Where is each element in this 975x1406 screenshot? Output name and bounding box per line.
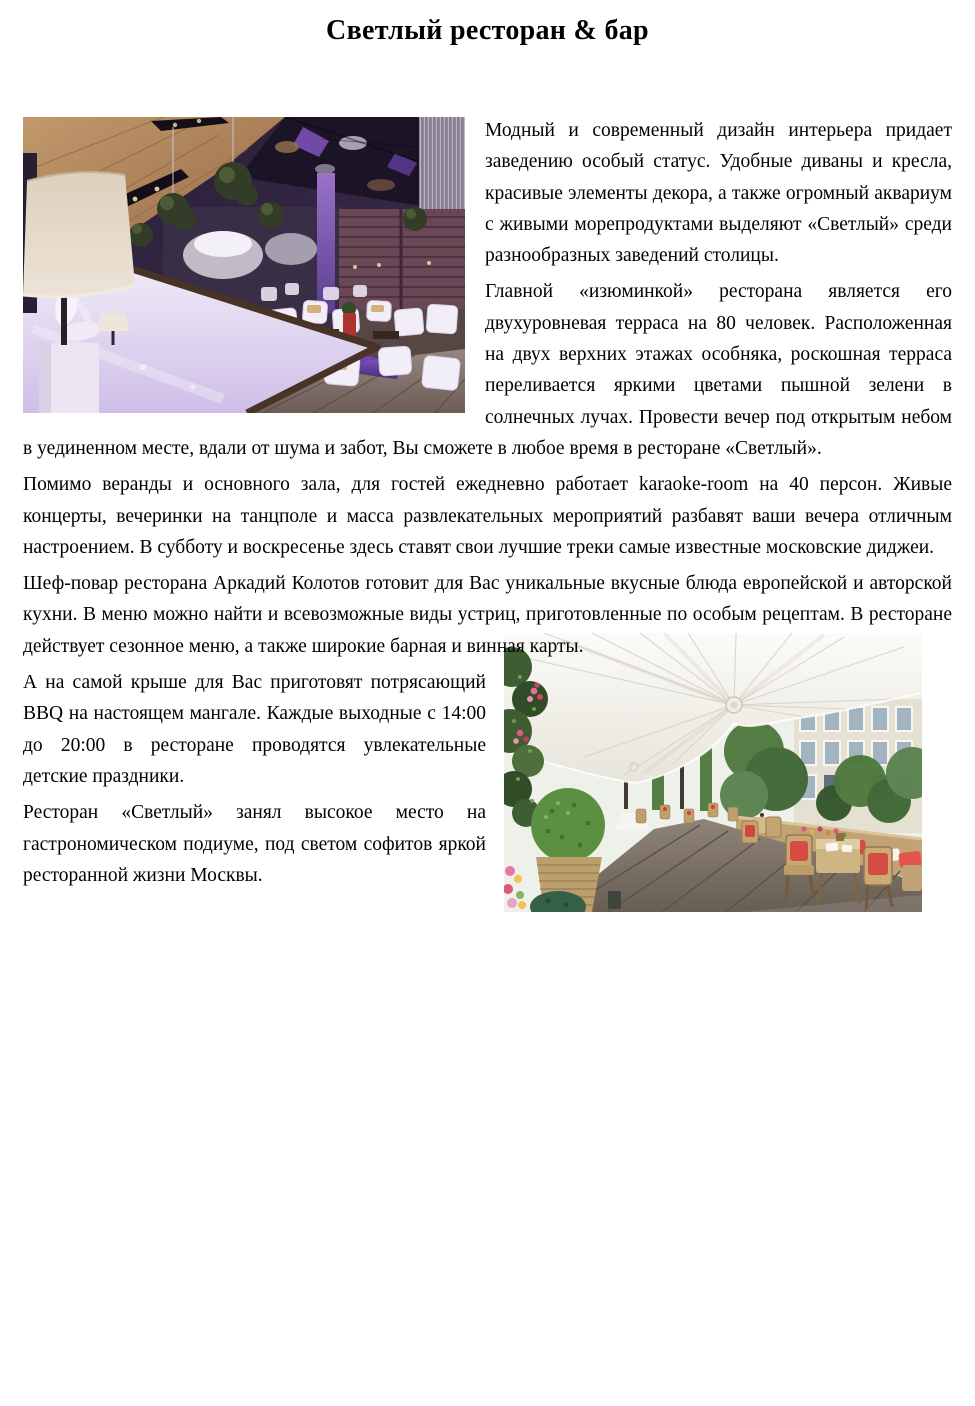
paragraph-intro: Модный и современный дизайн интерьера придает заведению особый статус. Удобные диваны и кресла, красивые элементы декора, а также огромный аквариум с живыми морепродуктами выделяют «Светлый» среди разнообразных заведений столицы. [485,120,952,267]
terrace-photo [504,633,922,912]
paragraph-terrace: Главной «изюминкой» ресторана является его двухуровневая терраса на 80 человек. Расположенная на двух верхних этажах особняка, роскошная терраса переливается яркими цветами пышной зелени в солнечных лучах. Провести вечер под открытым небом в уединенном месте, вдали от шума и забот, Вы сможете в любое время в ресторане «Светлый». [23,281,952,459]
article-body [23,115,952,891]
paragraph-chef: Шеф-повар ресторана Аркадий Колотов готовит для Вас уникальные вкусные блюда европейской и авторской кухни. В меню можно найти и всевозможные виды устриц, приготовленные по особым рецептам. В ресторане действует сезонное меню, а также широкие барная и винная карты. [23,573,952,657]
paragraph-karaoke: Помимо веранды и основного зала, для гостей ежедневно работает karaoke-room на 40 персон. Живые концерты, вечеринки на танцполе и масса развлекательных мероприятий разбавят ваши вечера отличным настроением. В субботу и воскресенье здесь ставят свои лучшие треки самые известные московские диджеи. [23,474,952,558]
paragraph-conclusion: Ресторан «Светлый» занял высокое место на гастрономическом подиуме, под светом софитов яркой ресторанной жизни Москвы. [23,802,486,886]
terrace-photo-illustration [504,633,922,912]
document-page [0,14,975,891]
page-title: Светлый ресторан & бар [326,15,649,46]
interior-photo [23,117,465,413]
interior-photo-illustration [23,117,465,413]
paragraph-bbq: А на самой крыше для Вас приготовят потрясающий BBQ на настоящем мангале. Каждые выходные с 14:00 до 20:00 в ресторане проводятся увлекательные детские праздники. [23,672,486,787]
